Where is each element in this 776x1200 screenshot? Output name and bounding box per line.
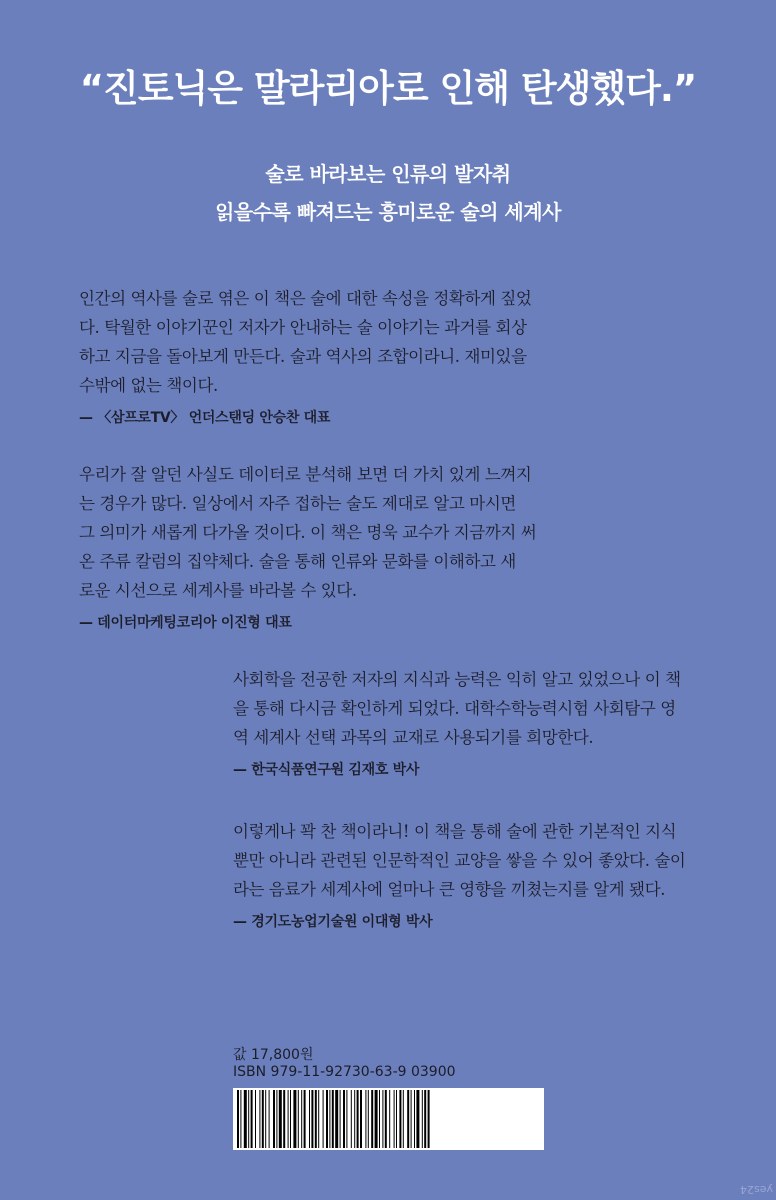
barcode-bar (251, 1090, 253, 1148)
barcode-bar (394, 1090, 395, 1148)
subtitle-line-1: 술로 바라보는 인류의 발자취 (265, 162, 511, 186)
barcode-bar (371, 1090, 373, 1148)
price: 값 17,800원 (233, 1047, 314, 1063)
barcode-bar (379, 1090, 380, 1148)
barcode-bar (399, 1090, 401, 1148)
barcode-bar (385, 1090, 387, 1148)
review-line: 사회학을 전공한 저자의 지식과 능력은 익히 알고 있었으나 이 책 (233, 670, 681, 689)
review-attribution: — 〈삼프로TV〉 언더스탠딩 안승찬 대표 (79, 410, 331, 426)
barcode-bar (304, 1090, 306, 1148)
barcode-bar (323, 1090, 324, 1148)
barcode-bar (265, 1090, 266, 1148)
review-line: 라는 음료가 세계사에 얼마나 큰 영향을 끼쳤는지를 알게 됐다. (233, 880, 666, 899)
barcode-bar (396, 1090, 397, 1148)
barcode-bar (248, 1090, 249, 1148)
review-line: 다. 탁월한 이야기꾼인 저자가 안내하는 술 이야기는 과거를 회상 (79, 318, 527, 337)
review-line: 을 통해 다시금 확인하게 되었다. 대학수학능력시험 사회탐구 영 (233, 699, 676, 718)
barcode-bar (259, 1090, 260, 1148)
review-block-3 (233, 665, 681, 783)
barcode-bar (240, 1090, 241, 1148)
barcode-bar (354, 1090, 355, 1148)
barcode-bar (283, 1090, 285, 1148)
review-block-2 (79, 460, 536, 636)
barcode-bar (357, 1090, 359, 1148)
barcode-bar (416, 1090, 419, 1148)
subtitle-line-2: 읽을수록 빠져드는 흥미로운 술의 세계사 (215, 200, 561, 224)
barcode-bar (403, 1090, 404, 1148)
barcode-bar (368, 1090, 369, 1148)
barcode-bar (424, 1090, 426, 1148)
barcode-bar (335, 1090, 338, 1148)
barcode-bar (244, 1090, 247, 1148)
barcode-bar (332, 1090, 334, 1148)
barcode-bar (382, 1090, 383, 1148)
barcode-bar (269, 1090, 270, 1148)
review-line: 역 세계사 선택 과목의 교재로 사용되기를 희망한다. (233, 728, 594, 747)
review-line: 는 경우가 많다. 일상에서 자주 접하는 술도 제대로 알고 마시면 (79, 494, 516, 513)
barcode-bar (428, 1090, 430, 1148)
barcode-bar (407, 1090, 409, 1148)
barcode-bar (309, 1090, 310, 1148)
barcode-bar (375, 1090, 378, 1148)
barcode-bar (237, 1090, 239, 1148)
barcode-bar (329, 1090, 330, 1148)
barcode-bar (318, 1090, 319, 1148)
barcode (233, 1088, 544, 1150)
review-attribution: — 경기도농업기술원 이대형 박사 (233, 914, 433, 930)
review-line: 뿐만 아니라 관련된 인문학적인 교양을 쌓을 수 있어 좋았다. 술이 (233, 851, 686, 870)
isbn: ISBN 979-11-92730-63-9 03900 (233, 1064, 456, 1080)
barcode-bar (262, 1090, 264, 1148)
review-line: 수밖에 없는 책이다. (79, 376, 218, 395)
barcode-bar (411, 1090, 412, 1148)
barcode-bar (288, 1090, 289, 1148)
watermark: yes24 (740, 1183, 774, 1196)
barcode-bar (414, 1090, 415, 1148)
barcode-bar (346, 1090, 347, 1148)
barcode-bar (301, 1090, 302, 1148)
barcode-bar (315, 1090, 317, 1148)
review-attribution: — 데이터마케팅코리아 이진형 대표 (79, 615, 292, 631)
barcode-bar (343, 1090, 345, 1148)
barcode-bar (340, 1090, 341, 1148)
barcode-bar (422, 1090, 423, 1148)
review-line: 그 의미가 새롭게 다가올 것이다. 이 책은 명욱 교수가 지금까지 써 (79, 523, 537, 542)
review-line: 우리가 잘 알던 사실도 데이터로 분석해 보면 더 가치 있게 느껴지 (79, 465, 532, 484)
barcode-bar (276, 1090, 277, 1148)
review-line: 하고 지금을 돌아보게 만든다. 술과 역사의 조합이라니. 재미있을 (79, 347, 527, 366)
barcode-bar (351, 1090, 352, 1148)
review-attribution: — 한국식품연구원 김재호 박사 (233, 762, 420, 778)
barcode-bar (290, 1090, 291, 1148)
review-block-4 (233, 817, 685, 935)
barcode-bar (365, 1090, 366, 1148)
barcode-bar (360, 1090, 362, 1148)
barcode-bar (326, 1090, 328, 1148)
barcode-bar (293, 1090, 296, 1148)
barcode-bar (298, 1090, 299, 1148)
review-block-1 (79, 284, 531, 431)
barcode-bar (279, 1090, 282, 1148)
barcode-bar (311, 1090, 313, 1148)
barcode-bar (389, 1090, 390, 1148)
barcode-bar (273, 1090, 275, 1148)
review-line: 로운 시선으로 세계사를 바라볼 수 있다. (79, 581, 357, 600)
review-line: 온 주류 칼럼의 집약체다. 술을 통해 인류와 문화를 이해하고 새 (79, 552, 516, 571)
review-line: 인간의 역사를 술로 엮은 이 책은 술에 대한 속성을 정확하게 짚었 (79, 289, 532, 308)
headline-quote: “진토닉은 말라리아로 인해 탄생했다.” (79, 67, 697, 110)
review-line: 이렇게나 꽉 찬 책이라니! 이 책을 통해 술에 관한 기본적인 지식 (233, 822, 677, 841)
barcode-bar (255, 1090, 256, 1148)
